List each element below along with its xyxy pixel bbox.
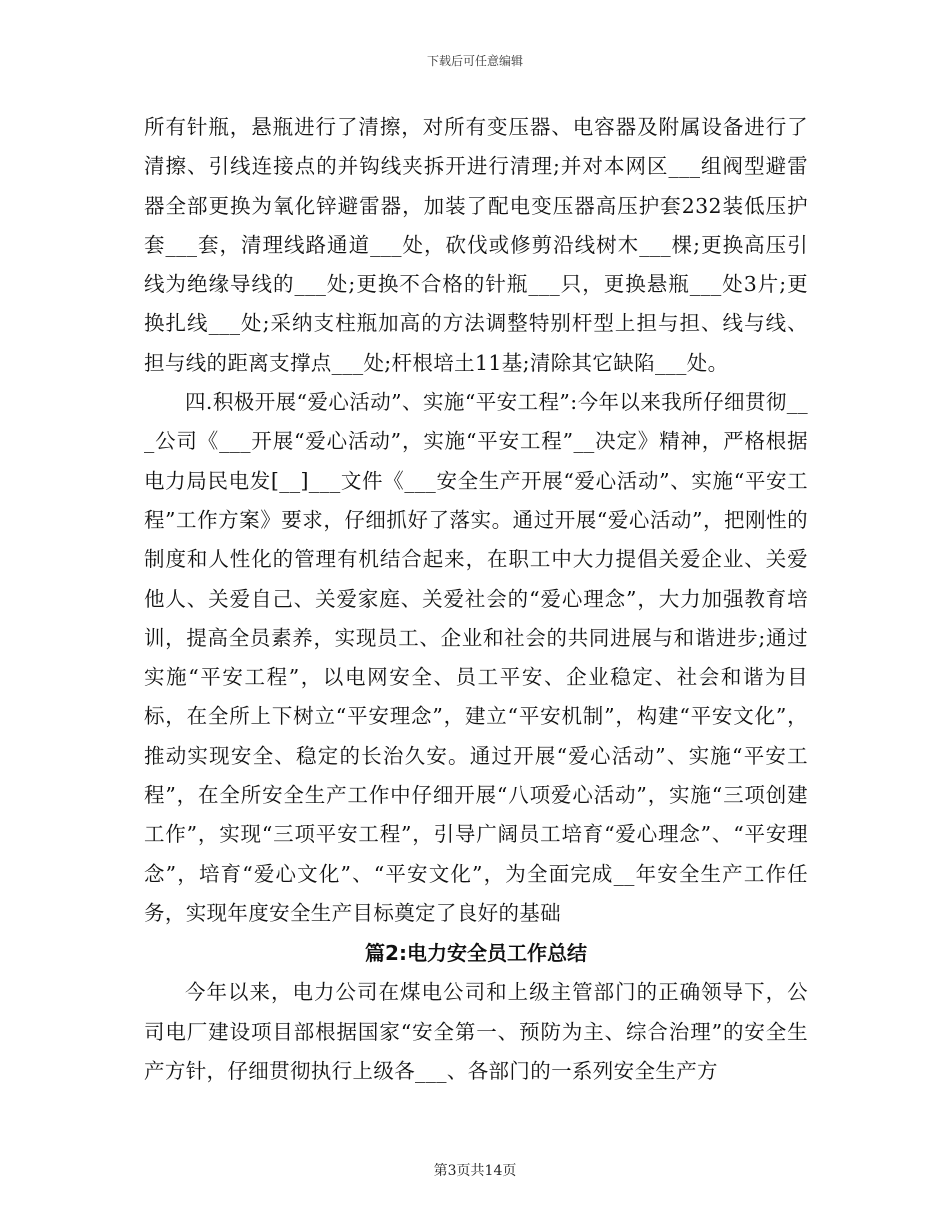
section-paragraph: 今年以来，电力公司在煤电公司和上级主管部门的正确领导下，公司电厂建设项目部根据国家“安全第一、预防为主、综合治理”的安全生产方针，仔细贯彻执行上级各___、各部门的一系列安全生产方 (144, 980, 808, 1083)
document-body (144, 108, 808, 1091)
body-paragraph-1: 所有针瓶，悬瓶进行了清擦，对所有变压器、电容器及附属设备进行了清擦、引线连接点的并钩线夹拆开进行清理;并对本网区___组阀型避雷器全部更换为氧化锌避雷器，加装了配电变压器高压护套232装低压护套___套，清理线路通道___处，砍伐或修剪沿线树木___棵;更换高压引线为绝缘导线的___处;更换不合格的针瓶___只，更换悬瓶___处3片;更换扎线___处;采纳支柱瓶加高的方法调整特别杆型上担与担、线与线、担与线的距离支撑点___处;杆根培土11基;清除其它缺陷___处。 (144, 115, 808, 375)
body-paragraph-2: 四.积极开展“爱心活动”、实施“平安工程”:今年以来我所仔细贯彻___公司《___开展“爱心活动”，实施“平安工程”__决定》精神，严格根据电力局民电发[__]___文件《___安全生产开展“爱心活动”、实施“平安工程”工作方案》要求，仔细抓好了落实。通过开展“爱心活动”，把刚性的制度和人性化的管理有机结合起来，在职工中大力提倡关爱企业、关爱他人、关爱自己、关爱家庭、关爱社会的“爱心理念”，大力加强教育培训，提高全员素养，实现员工、企业和社会的共同进展与和谐进步;通过实施“平安工程”，以电网安全、员工平安、企业稳定、社会和谐为目标，在全所上下树立“平安理念”，建立“平安机制”，构建“平安文化”，推动实现安全、稳定的长治久安。通过开展“爱心活动”、实施“平安工程”，在全所安全生产工作中仔细开展“八项爱心活动”，实施“三项创建工作”，实现“三项平安工程”，引导广阔员工培育“爱心理念”、“平安理念”，培育“爱心文化”、“平安文化”，为全面完成__年安全生产工作任务，实现年度安全生产目标奠定了良好的基础 (144, 390, 808, 925)
section-title: 篇2:电力安全员工作总结 (365, 941, 587, 966)
page-footer: 第3页共14页 (433, 1163, 517, 1179)
page-header: 下载后可任意编辑 (426, 54, 523, 68)
